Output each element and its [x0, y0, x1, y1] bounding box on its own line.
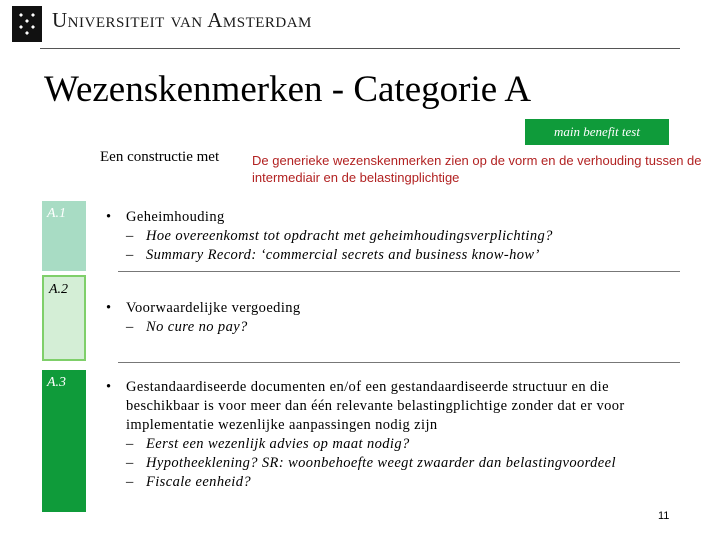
dash-icon: – — [126, 247, 134, 263]
category-box-a1 — [42, 201, 86, 271]
dash-icon: – — [126, 436, 134, 452]
section-divider — [118, 271, 680, 272]
dash-icon: – — [126, 474, 134, 490]
subpoint-text: No cure no pay? — [146, 319, 248, 335]
point-a1 — [106, 208, 696, 265]
category-label-a3: A.3 — [47, 375, 67, 390]
bullet-text-continued: implementatie wezenlijke aanpassingen nodig zijn — [126, 417, 438, 433]
bullet-line — [106, 299, 696, 318]
subpoint-text: Fiscale eenheid? — [146, 474, 252, 490]
dash-icon: – — [126, 228, 134, 244]
subpoint-text: Hypotheeklening? SR: woonbehoefte weegt zwaarder dan belastingvoordeel — [146, 455, 616, 471]
subpoint-text: Hoe overeenkomst tot opdracht met geheimhoudingsverplichting? — [146, 228, 553, 244]
subpoint-text: Eerst een wezenlijk advies op maat nodig? — [146, 436, 410, 452]
point-a3 — [106, 378, 696, 492]
subpoint — [106, 227, 696, 246]
category-label-a1: A.1 — [47, 206, 67, 221]
subpoint-text: Summary Record: ‘commercial secrets and business know-how’ — [146, 247, 540, 263]
bullet-icon: • — [106, 379, 112, 395]
bullet-text: Voorwaardelijke vergoeding — [126, 300, 301, 316]
category-box-a2 — [42, 275, 86, 361]
bullet-line — [106, 208, 696, 227]
point-a2 — [106, 299, 696, 337]
uva-shield-logo-icon — [12, 6, 42, 42]
bullet-icon: • — [106, 209, 112, 225]
subpoint — [106, 473, 696, 492]
category-box-a3 — [42, 370, 86, 512]
bullet-icon: • — [106, 300, 112, 316]
intro-label: Een constructie met — [100, 149, 220, 165]
bullet-line — [106, 378, 696, 397]
dash-icon: – — [126, 455, 134, 471]
university-name: Universiteit van Amsterdam — [52, 8, 312, 32]
subpoint — [106, 318, 696, 337]
dash-icon: – — [126, 319, 134, 335]
category-label-a2: A.2 — [49, 282, 69, 297]
bullet-text: Gestandaardiseerde documenten en/of een gestandaardiseerde structuur en die — [126, 379, 609, 395]
page-number: 11 — [658, 510, 670, 522]
subpoint — [106, 435, 696, 454]
bullet-text-continued: beschikbaar is voor meer dan één relevante belastingplichtige zonder dat er voor — [126, 398, 625, 414]
subpoint — [106, 246, 696, 265]
subpoint — [106, 454, 696, 473]
section-divider — [118, 362, 680, 363]
main-benefit-test-badge: main benefit test — [525, 119, 669, 145]
intro-text: De generieke wezenskenmerken zien op de vorm en de verhouding tussen de intermediair en de belastingplichtige — [252, 153, 702, 185]
bullet-text: Geheimhouding — [126, 209, 225, 225]
header-divider — [40, 48, 680, 49]
page-title: Wezenskenmerken - Categorie A — [44, 69, 532, 110]
